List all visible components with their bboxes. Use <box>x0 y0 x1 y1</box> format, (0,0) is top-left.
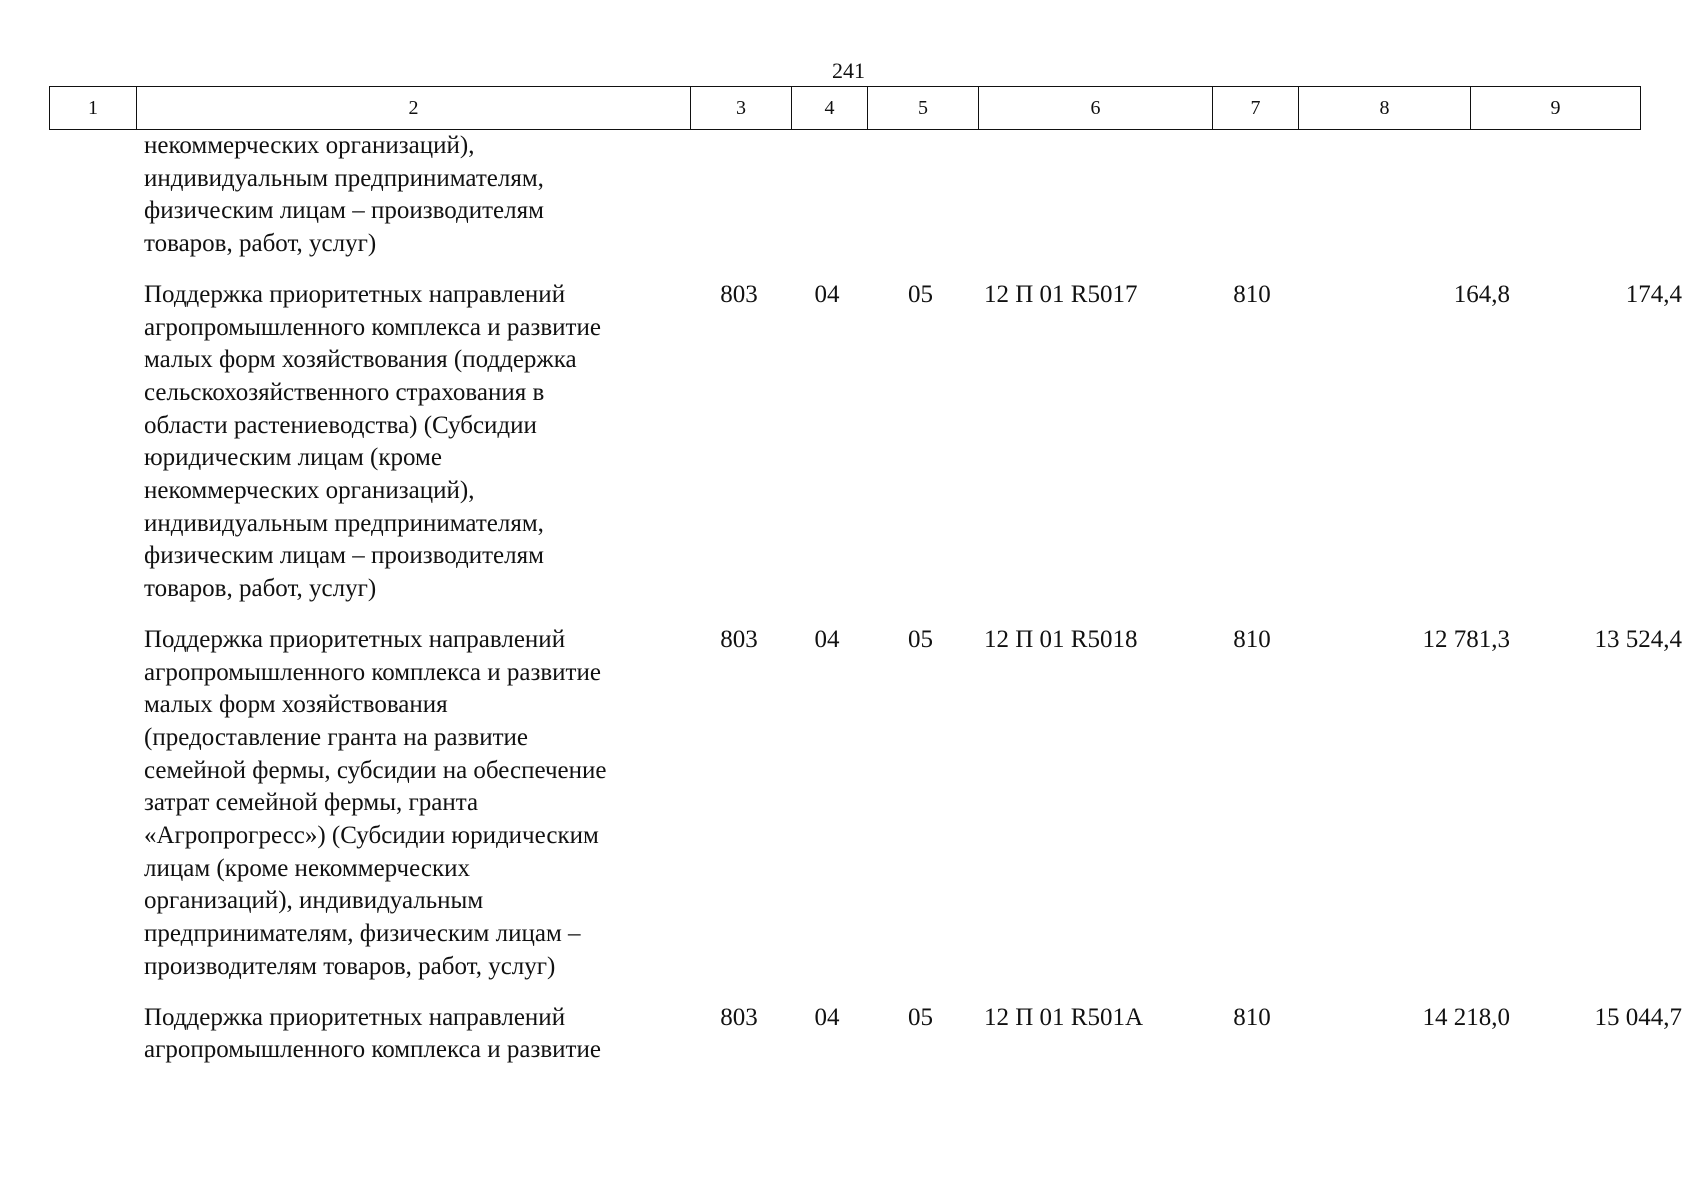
description-line: физическим лицам – производителям <box>144 197 544 225</box>
description-line: лицам (кроме некоммерческих <box>144 854 470 882</box>
description-line: товаров, работ, услуг) <box>144 230 377 258</box>
row-description <box>144 624 689 984</box>
description-line: юридическим лицам (кроме <box>144 444 442 472</box>
column-header-6: 6 <box>979 87 1213 130</box>
description-line: области растениеводства) (Субсидии <box>144 411 537 439</box>
description-line: Поддержка приоритетных направлений <box>144 1003 566 1031</box>
budget-table-body <box>49 130 1682 1067</box>
description-line: некоммерческих организаций), <box>144 477 475 505</box>
column-header-9: 9 <box>1471 87 1641 130</box>
table-row <box>49 1002 1682 1067</box>
admin-code: 803 <box>720 1003 758 1031</box>
description-line: (предоставление гранта на развитие <box>144 723 528 751</box>
description-line: предпринимателям, физическим лицам – <box>144 920 581 948</box>
expense-type-code: 810 <box>1233 1003 1271 1031</box>
description-line: организаций), индивидуальным <box>144 887 484 915</box>
row-description <box>144 130 689 261</box>
admin-code: 803 <box>720 625 758 653</box>
section-code: 04 <box>814 1003 840 1031</box>
amount-column-9: 174,4 <box>1625 280 1682 308</box>
description-line: «Агропрогресс») (Субсидии юридическим <box>144 822 599 850</box>
description-line: индивидуальным предпринимателям, <box>144 164 544 192</box>
description-line: производителям товаров, работ, услуг) <box>144 952 556 980</box>
description-line: физическим лицам – производителям <box>144 542 544 570</box>
column-header-1: 1 <box>50 87 137 130</box>
description-line: товаров, работ, услуг) <box>144 575 377 603</box>
target-article-code: 12 П 01 R5017 <box>984 280 1138 308</box>
row-description <box>144 1002 689 1067</box>
target-article-code: 12 П 01 R5018 <box>984 625 1138 653</box>
subsection-code: 05 <box>908 625 933 653</box>
section-code: 04 <box>814 625 840 653</box>
description-line: малых форм хозяйствования (поддержка <box>144 346 577 374</box>
subsection-code: 05 <box>908 280 933 308</box>
column-header-4: 4 <box>792 87 868 130</box>
target-article-code: 12 П 01 R501А <box>984 1003 1144 1031</box>
column-header-7: 7 <box>1213 87 1299 130</box>
row-description <box>144 279 689 606</box>
description-line: семейной фермы, субсидии на обеспечение <box>144 756 607 784</box>
amount-column-8: 164,8 <box>1453 280 1510 308</box>
column-header-5: 5 <box>868 87 979 130</box>
table-row <box>49 130 1640 261</box>
amount-column-9: 15 044,7 <box>1594 1003 1682 1031</box>
description-line: индивидуальным предпринимателям, <box>144 509 544 537</box>
description-line: некоммерческих организаций), <box>144 132 475 159</box>
description-line: сельскохозяйственного страхования в <box>144 378 545 406</box>
description-line: агропромышленного комплекса и развитие <box>144 658 601 686</box>
column-header-8: 8 <box>1299 87 1471 130</box>
section-code: 04 <box>814 280 840 308</box>
amount-column-8: 14 218,0 <box>1422 1003 1510 1031</box>
amount-column-8: 12 781,3 <box>1422 625 1510 653</box>
page-number: 241 <box>832 58 865 83</box>
column-number-header <box>49 86 1641 130</box>
expense-type-code: 810 <box>1233 280 1271 308</box>
description-line: затрат семейной фермы, гранта <box>144 789 479 817</box>
expense-type-code: 810 <box>1233 625 1271 653</box>
description-line: агропромышленного комплекса и развитие <box>144 313 601 341</box>
column-header-2: 2 <box>137 87 691 130</box>
admin-code: 803 <box>720 280 758 308</box>
description-line: Поддержка приоритетных направлений <box>144 625 566 653</box>
subsection-code: 05 <box>908 1003 933 1031</box>
description-line: Поддержка приоритетных направлений <box>144 280 566 308</box>
amount-column-9: 13 524,4 <box>1594 625 1682 653</box>
description-line: агропромышленного комплекса и развитие <box>144 1036 601 1064</box>
table-row <box>49 624 1682 984</box>
column-header-3: 3 <box>691 87 792 130</box>
description-line: малых форм хозяйствования <box>144 691 448 719</box>
table-row <box>49 279 1682 606</box>
